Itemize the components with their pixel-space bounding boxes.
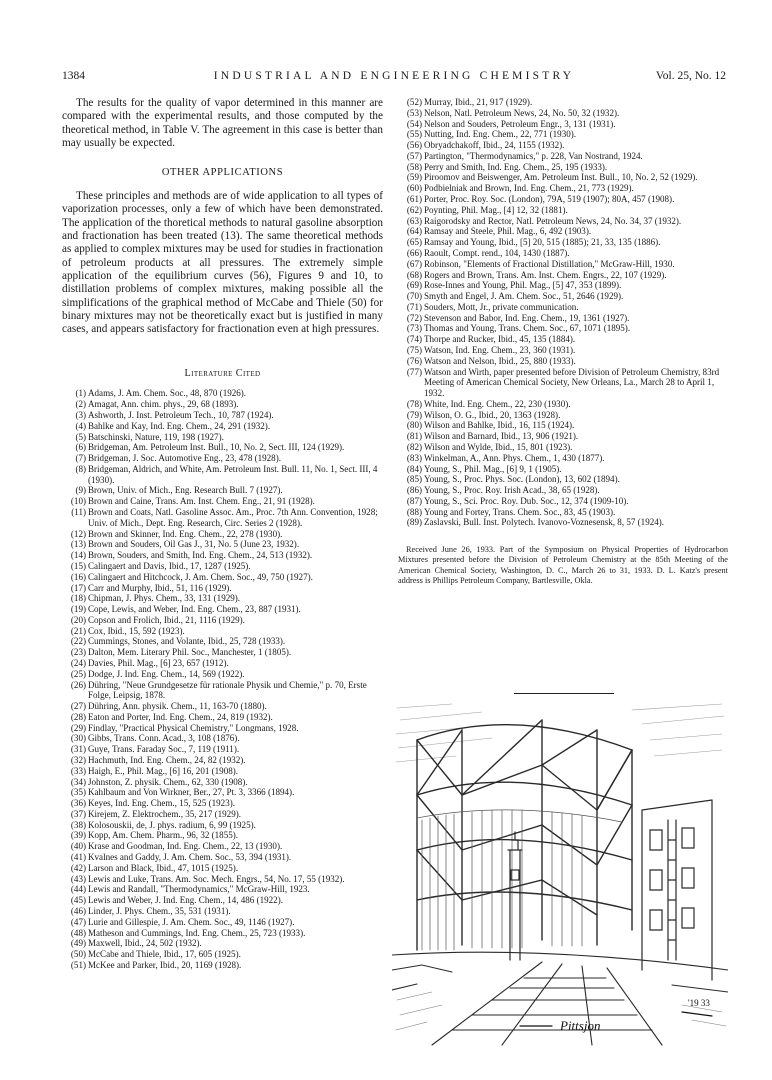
reference-number: (34) [70, 776, 86, 787]
reference-item [62, 507, 383, 529]
reference-item [62, 777, 383, 788]
reference-item [62, 874, 383, 885]
reference-item [398, 291, 728, 302]
reference-number: (10) [70, 496, 86, 507]
reference-item [398, 140, 728, 151]
reference-number: (30) [70, 733, 86, 744]
reference-number: (55) [406, 129, 422, 140]
reference-item [398, 334, 728, 345]
reference-item [398, 474, 728, 485]
reference-text: Murray, Ibid., 21, 917 (1929). [424, 97, 533, 107]
reference-text: Nelson, Natl. Petroleum News, 24, No. 50, 32 (1932). [424, 107, 620, 118]
reference-number: (64) [406, 226, 422, 237]
reference-item [398, 367, 728, 399]
reference-item [62, 723, 383, 734]
reference-number: (1) [75, 388, 86, 399]
reference-item [62, 561, 383, 572]
reference-number: (85) [406, 474, 422, 485]
reference-item [398, 464, 728, 475]
reference-number: (76) [406, 355, 422, 366]
reference-number: (27) [70, 701, 86, 712]
reference-item [62, 701, 383, 712]
reference-item [62, 485, 383, 496]
reference-item [398, 453, 728, 464]
reference-number: (23) [70, 647, 86, 658]
reference-text: Young, S., Sci. Proc. Roy. Dub. Soc., 12, 374 (1909-10). [424, 495, 629, 506]
reference-number: (17) [70, 582, 86, 593]
reference-item [62, 733, 383, 744]
right-column [398, 97, 728, 594]
reference-item [62, 852, 383, 863]
reference-item [62, 841, 383, 852]
reference-item [398, 420, 728, 431]
reference-text: Thorpe and Rucker, Ibid., 45, 135 (1884). [424, 334, 576, 345]
reference-list-right [398, 97, 728, 528]
reference-text: Maxwell, Ibid., 24, 502 (1932). [88, 938, 202, 949]
reference-number: (44) [70, 884, 86, 895]
reference-text: Bahlke and Kay, Ind. Eng. Chem., 24, 291 (1932). [88, 420, 271, 431]
reference-text: Bridgeman, J. Soc. Automotive Eng., 23, 478 (1928). [88, 453, 281, 464]
reference-text: Guye, Trans. Faraday Soc., 7, 119 (1911). [88, 744, 240, 755]
reference-text: Cummings, Stones, and Volante, Ibid., 25, 728 (1933). [88, 636, 286, 647]
reference-text: Lewis and Weber, J. Ind. Eng. Chem., 14, 486 (1922). [88, 895, 283, 906]
reference-number: (89) [406, 517, 422, 528]
reference-number: (54) [406, 118, 422, 129]
reference-number: (53) [406, 107, 422, 118]
reference-number: (4) [75, 420, 86, 431]
reference-item [62, 766, 383, 777]
reference-text: Krase and Goodman, Ind. Eng. Chem., 22, 13 (1930). [88, 841, 283, 852]
reference-item [62, 496, 383, 507]
reference-number: (58) [406, 161, 422, 172]
reference-text: Wilson, O. G., Ibid., 20, 1363 (1928). [424, 409, 561, 420]
reference-item [62, 550, 383, 561]
reference-item [62, 583, 383, 594]
reference-item [398, 313, 728, 324]
reference-item [398, 356, 728, 367]
reference-number: (32) [70, 755, 86, 766]
reference-text: Young, S., Proc. Roy. Irish Acad., 38, 65 (1928). [424, 485, 600, 496]
reference-text: Rose-Innes and Young, Phil. Mag., [5] 47, 353 (1899). [424, 280, 622, 291]
reference-number: (67) [406, 258, 422, 269]
reference-number: (51) [70, 959, 86, 970]
reference-text: Copson and Frolich, Ibid., 21, 1116 (1929). [88, 614, 245, 625]
reference-item [62, 863, 383, 874]
reference-text: Kvalnes and Gaddy, J. Am. Chem. Soc., 53, 394 (1931). [88, 852, 292, 863]
reference-text: Lurie and Gillespie, J. Am. Chem. Soc., 49, 1146 (1927). [88, 916, 295, 927]
reference-number: (35) [70, 787, 86, 798]
reference-item [398, 183, 728, 194]
reference-text: Watson and Nelson, Ibid., 25, 880 (1933). [424, 355, 576, 366]
reference-item [62, 820, 383, 831]
reference-text: Raigorodsky and Rector, Natl. Petroleum News, 24, No. 34, 37 (1932). [424, 215, 682, 226]
reference-text: Piroomov and Beiswenger, Am. Petroleum Inst. Bull., 10, No. 2, 52 (1929). [424, 172, 698, 183]
reference-item [62, 895, 383, 906]
literature-cited-heading: Literature Cited [184, 368, 261, 380]
reference-number: (86) [406, 485, 422, 496]
reference-number: (61) [406, 194, 422, 205]
reference-item [62, 453, 383, 464]
reference-number: (57) [406, 150, 422, 161]
reference-text: Perry and Smith, Ind. Eng. Chem., 25, 195 (1933). [424, 161, 608, 172]
reference-item [398, 496, 728, 507]
reference-text: Bridgeman, Am. Petroleum Inst. Bull., 10, No. 2, Sect. III, 124 (1929). [88, 442, 345, 453]
reference-text: Souders, Mott, Jr., private communication. [424, 301, 579, 312]
gas-holder [417, 720, 632, 950]
reference-number: (21) [70, 625, 86, 636]
reference-number: (43) [70, 873, 86, 884]
reference-text: Dühring, "Neue Grundgesetze für rationale Physik und Chemie," p. 70, Erste Folge, Leipsig, 1878. [88, 679, 367, 701]
reference-number: (87) [406, 495, 422, 506]
reference-item [62, 830, 383, 841]
reference-number: (2) [75, 399, 86, 410]
left-column [62, 97, 383, 971]
reference-text: Young, S., Proc. Phys. Soc. (London), 13, 602 (1894). [424, 474, 620, 485]
reference-text: McCabe and Thiele, Ibid., 17, 605 (1925). [88, 949, 241, 960]
reference-number: (45) [70, 895, 86, 906]
reference-text: Smyth and Engel, J. Am. Chem. Soc., 51, 2646 (1929). [424, 291, 624, 302]
reference-text: Kahlbaum and Von Wirkner, Ber., 27, Pt. 3, 3366 (1894). [88, 787, 295, 798]
reference-item [62, 809, 383, 820]
reference-item [398, 237, 728, 248]
reference-item [62, 539, 383, 550]
reference-text: Robinson, "Elements of Fractional Distillation," McGraw-Hill, 1930. [424, 258, 675, 269]
reference-item [62, 399, 383, 410]
reference-item [62, 669, 383, 680]
reference-text: Batschinski, Nature, 119, 198 (1927). [88, 431, 224, 442]
reference-number: (8) [75, 463, 86, 474]
reference-number: (7) [75, 453, 86, 464]
reference-number: (47) [70, 916, 86, 927]
reference-text: Young, S., Phil. Mag., [6] 9, 1 (1905). [424, 463, 562, 474]
reference-number: (39) [70, 830, 86, 841]
intro-paragraph: The results for the quality of vapor determined in this manner are compared with the experimental results, and those computed by the theoretical method, in Table V. The agreement in this case is better than may usually be expected. [62, 97, 383, 149]
reference-item [398, 280, 728, 291]
reference-text: Hachmuth, Ind. Eng. Chem., 24, 82 (1932). [88, 755, 246, 766]
reference-text: Carr and Murphy, Ibid., 51, 116 (1929). [88, 582, 232, 593]
reference-number: (42) [70, 862, 86, 873]
reference-item [398, 270, 728, 281]
reference-item [62, 787, 383, 798]
reference-item [62, 960, 383, 971]
reference-text: Nelson and Souders, Petroleum Engr., 3, 131 (1931). [424, 118, 616, 129]
reference-number: (72) [406, 312, 422, 323]
reference-item [62, 529, 383, 540]
reference-number: (33) [70, 765, 86, 776]
reference-text: Eaton and Porter, Ind. Eng. Chem., 24, 819 (1932). [88, 711, 273, 722]
reference-number: (22) [70, 636, 86, 647]
reference-item [398, 172, 728, 183]
reference-text: Dodge, J. Ind. Eng. Chem., 14, 569 (1922). [88, 668, 245, 679]
reference-number: (88) [406, 506, 422, 517]
reference-number: (46) [70, 905, 86, 916]
reference-text: Brown and Skinner, Ind. Eng. Chem., 22, 278 (1930). [88, 528, 283, 539]
sketch-date: '19 33 [688, 998, 710, 1008]
reference-number: (40) [70, 841, 86, 852]
reference-item [62, 647, 383, 658]
reference-text: Findlay, "Practical Physical Chemistry," Longmans, 1928. [88, 722, 299, 733]
reference-item [62, 712, 383, 723]
reference-item [62, 744, 383, 755]
reference-item [398, 259, 728, 270]
reference-number: (81) [406, 431, 422, 442]
reference-text: Lewis and Luke, Trans. Am. Soc. Mech. Engrs., 54, No. 17, 55 (1932). [88, 873, 345, 884]
reference-number: (37) [70, 808, 86, 819]
reference-item [62, 636, 383, 647]
reference-item [62, 388, 383, 399]
reference-number: (24) [70, 657, 86, 668]
reference-text: Brown, Univ. of Mich., Eng. Research Bull. 7 (1927). [88, 485, 283, 496]
reference-text: Watson, Ind. Eng. Chem., 23, 360 (1931). [424, 344, 576, 355]
reference-number: (62) [406, 204, 422, 215]
reference-text: McKee and Parker, Ibid., 20, 1169 (1928). [88, 959, 242, 970]
reference-text: Gibbs, Trans. Conn. Acad., 3, 108 (1876). [88, 733, 240, 744]
reference-text: Rogers and Brown, Trans. Am. Inst. Chem. Engrs., 22, 107 (1929). [424, 269, 667, 280]
reference-text: Stevenson and Babor, Ind. Eng. Chem., 19, 1361 (1927). [424, 312, 630, 323]
reference-item [62, 626, 383, 637]
reference-number: (52) [406, 97, 422, 107]
reference-text: Adams, J. Am. Chem. Soc., 48, 870 (1926). [88, 388, 247, 399]
reference-text: Poynting, Phil. Mag., [4] 12, 32 (1881). [424, 204, 568, 215]
reference-number: (20) [70, 614, 86, 625]
applications-paragraph: These principles and methods are of wide application to all types of vaporization processes, only a few of which have been demonstrated. The application of the thoretical methods to natural gasoline absorption and fractionation has been treated (13). The same theoretical methods as applied to complex mixtures may be used for studies in fractionation of petroleum products at all pressures. The extremely simple application of the equilibrium curves (56), Figures 9 and 10, to distillation problems of complex mixtures, making possible all the simplifications of the graphical method of McCabe and Thiele (50) for binary mixtures may not be theoretically exact but is justified in many cases, and appears satisfactory for fractionation even at high pressures. [62, 190, 383, 336]
reference-number: (73) [406, 323, 422, 334]
reference-number: (3) [75, 410, 86, 421]
reference-text: Ramsay and Steele, Phil. Mag., 6, 492 (1903). [424, 226, 592, 237]
reference-item [62, 798, 383, 809]
reference-text: Cope, Lewis, and Weber, Ind. Eng. Chem., 23, 887 (1931). [88, 604, 301, 615]
reference-number: (56) [406, 140, 422, 151]
reference-number: (82) [406, 442, 422, 452]
reference-number: (65) [406, 237, 422, 248]
reference-text: Kolosouskii, de, J. phys. radium, 6, 99 (1925). [88, 819, 256, 830]
reference-item [398, 302, 728, 313]
reference-text: Wilson and Bahlke, Ibid., 16, 115 (1924). [424, 420, 575, 431]
reference-item [62, 917, 383, 928]
reference-number: (69) [406, 280, 422, 291]
reference-text: Wilson and Barnard, Ibid., 13, 906 (1921). [424, 431, 579, 442]
reference-text: Matheson and Cummings, Ind. Eng. Chem., 25, 723 (1933). [88, 927, 306, 938]
reference-number: (13) [70, 539, 86, 550]
reference-item [398, 485, 728, 496]
signature-text: Pittsjon [560, 1018, 601, 1033]
reference-text: Zaslavski, Bull. Inst. Polytech. Ivanovo-Voznesensk, 8, 57 (1924). [424, 517, 665, 528]
reference-number: (63) [406, 215, 422, 226]
reference-number: (29) [70, 722, 86, 733]
reference-text: Young and Fortey, Trans. Chem. Soc., 83, 45 (1903). [424, 506, 616, 517]
reference-text: Podbielniak and Brown, Ind. Eng. Chem., 21, 773 (1929). [424, 183, 634, 194]
reference-number: (31) [70, 744, 86, 755]
reference-text: Kopp, Am. Chem. Pharm., 96, 32 (1855). [88, 830, 239, 841]
reference-number: (77) [406, 366, 422, 377]
reference-item [62, 464, 383, 486]
reference-text: Watson and Wirth, paper presented before Division of Petroleum Chemistry, 83rd Meeting of American Chemical Society, New Orleans, La., March 28 to April 1, 1932. [424, 366, 720, 399]
reference-item [62, 421, 383, 432]
reference-item [398, 323, 728, 334]
reference-number: (79) [406, 409, 422, 420]
reference-number: (11) [71, 507, 86, 518]
reference-number: (9) [75, 485, 86, 496]
right-building [642, 800, 712, 980]
reference-number: (26) [70, 679, 86, 690]
reference-text: Thomas and Young, Trans. Chem. Soc., 67, 1071 (1895). [424, 323, 631, 334]
reference-item [62, 410, 383, 421]
reference-number: (78) [406, 398, 422, 409]
reference-item [398, 345, 728, 356]
reference-text: Chipman, J. Phys. Chem., 33, 131 (1929). [88, 593, 241, 604]
reference-item [398, 151, 728, 162]
reference-number: (25) [70, 668, 86, 679]
reference-list-left [62, 388, 383, 970]
reference-item [398, 248, 728, 259]
reference-number: (14) [70, 550, 86, 561]
reference-text: White, Ind. Eng. Chem., 22, 230 (1930). [424, 398, 571, 409]
reference-text: Nutting, Ind. Eng. Chem., 22, 771 (1930). [424, 129, 577, 140]
reference-item [398, 162, 728, 173]
reference-text: Porter, Proc. Roy. Soc. (London), 79A, 519 (1907); 80A, 457 (1908). [424, 194, 675, 205]
reference-text: Larson and Black, Ibid., 47, 1015 (1925). [88, 862, 238, 873]
reference-number: (38) [70, 819, 86, 830]
reference-number: (18) [70, 593, 86, 604]
reference-text: Ramsay and Young, Ibid., [5] 20, 515 (1885); 21, 33, 135 (1886). [424, 237, 661, 248]
reference-item [398, 517, 728, 528]
reference-item [398, 431, 728, 442]
reference-number: (48) [70, 927, 86, 938]
reference-text: Winkelman, A., Ann. Phys. Chem., 1, 430 (1877). [424, 452, 605, 463]
reference-item [62, 906, 383, 917]
reference-text: Bridgeman, Aldrich, and White, Am. Petroleum Inst. Bull. 11, No. 1, Sect. III, 4 (1930). [88, 463, 378, 485]
reference-item [62, 755, 383, 766]
artist-signature [520, 1012, 712, 1026]
section-heading: OTHER APPLICATIONS [161, 167, 284, 179]
reference-number: (15) [70, 560, 86, 571]
reference-text: Amagat, Ann. chim. phys., 29, 68 (1893). [88, 399, 239, 410]
reference-number: (70) [406, 291, 422, 302]
running-header [62, 70, 726, 86]
reference-number: (12) [70, 528, 86, 539]
reference-number: (49) [70, 938, 86, 949]
reference-number: (60) [406, 183, 422, 194]
reference-number: (83) [406, 452, 422, 463]
reference-text: Brown, Souders, and Smith, Ind. Eng. Chem., 24, 513 (1932). [88, 550, 313, 561]
reference-text: Ashworth, J. Inst. Petroleum Tech., 10, 787 (1924). [88, 410, 274, 421]
refinery-sketch [392, 700, 728, 1046]
reference-text: Partington, "Thermodynamics," p. 228, Van Nostrand, 1924. [424, 150, 643, 161]
reference-item [62, 572, 383, 583]
reference-item [62, 680, 383, 702]
reference-item [398, 119, 728, 130]
reference-item [398, 205, 728, 216]
received-note: Received June 26, 1933. Part of the Symposium on Physical Properties of Hydrocarbon Mixtures presented before the Division of Petroleum Chemistry at the 85th Meeting of the American Chemical Society, Washington, D. C., March 26 to 31, 1933. D. L. Katz's present address is Phillips Petroleum Company, Bartlesville, Okla. [398, 545, 728, 585]
reference-number: (28) [70, 711, 86, 722]
reference-text: Calingaert and Hitchcock, J. Am. Chem. Soc., 49, 750 (1927). [88, 571, 313, 582]
reference-item [398, 216, 728, 227]
reference-item [62, 604, 383, 615]
reference-text: Dalton, Mem. Literary Phil. Soc., Manchester, 1 (1805). [88, 647, 292, 658]
reference-number: (6) [75, 442, 86, 453]
reference-number: (19) [70, 604, 86, 615]
reference-item [398, 97, 728, 108]
reference-text: Davies, Phil. Mag., [6] 23, 657 (1912). [88, 657, 229, 668]
reference-text: Wilson and Wylde, Ibid., 15, 801 (1923). [424, 442, 573, 452]
page-number: 1384 [62, 70, 85, 82]
reference-text: Keyes, Ind. Eng. Chem., 15, 525 (1923). [88, 798, 235, 809]
reference-text: Brown and Souders, Oil Gas J., 31, No. 5 (June 23, 1932). [88, 539, 300, 550]
reference-text: Johnston, Z. physik. Chem., 62, 330 (1908). [88, 776, 248, 787]
reference-number: (36) [70, 798, 86, 809]
reference-item [62, 658, 383, 669]
reference-text: Linder, J. Phys. Chem., 35, 531 (1931). [88, 905, 231, 916]
reference-item [62, 442, 383, 453]
reference-text: Obryadchakoff, Ibid., 24, 1155 (1932). [424, 140, 565, 151]
reference-number: (5) [75, 431, 86, 442]
reference-item [62, 938, 383, 949]
reference-number: (66) [406, 247, 422, 258]
reference-number: (68) [406, 269, 422, 280]
reference-item [62, 884, 383, 895]
reference-text: Lewis and Randall, "Thermodynamics," McGraw-Hill, 1923. [88, 884, 310, 895]
reference-text: Dühring, Ann. physik. Chem., 11, 163-70 (1880). [88, 701, 267, 712]
reference-item [62, 928, 383, 939]
reference-item [398, 442, 728, 453]
reference-text: Kirejem, Z. Elektrochem., 35, 217 (1929). [88, 808, 242, 819]
reference-text: Brown and Caine, Trans. Am. Inst. Chem. Eng., 21, 91 (1928). [88, 496, 315, 507]
reference-number: (41) [70, 852, 86, 863]
reference-item [62, 593, 383, 604]
reference-text: Haigh, E., Phil. Mag., [6] 16, 201 (1908). [88, 765, 239, 776]
reference-text: Brown and Coats, Natl. Gasoline Assoc. Am., Proc. 7th Ann. Convention, 1928; Univ. of Mich., Dept. Eng. Research, Circ. Series 2 (1928). [88, 507, 378, 528]
reference-item [398, 108, 728, 119]
reference-number: (59) [406, 172, 422, 183]
reference-number: (50) [70, 949, 86, 960]
reference-text: Calingaert and Davis, Ibid., 17, 1287 (1925). [88, 560, 251, 571]
reference-number: (80) [406, 420, 422, 431]
reference-item [398, 399, 728, 410]
reference-item [398, 129, 728, 140]
reference-item [398, 194, 728, 205]
tower [508, 832, 522, 960]
reference-item [62, 615, 383, 626]
volume-issue: Vol. 25, No. 12 [655, 70, 726, 82]
reference-item [62, 432, 383, 443]
reference-number: (74) [406, 334, 422, 345]
reference-number: (16) [70, 571, 86, 582]
reference-number: (84) [406, 463, 422, 474]
reference-number: (71) [406, 301, 422, 312]
reference-number: (75) [406, 344, 422, 355]
reference-text: Cox, Ibid., 15, 592 (1923). [88, 625, 185, 636]
reference-item [62, 949, 383, 960]
reference-text: Raoult, Compt. rend., 104, 1430 (1887). [424, 247, 570, 258]
reference-item [398, 507, 728, 518]
reference-item [398, 410, 728, 421]
reference-item [398, 226, 728, 237]
sketch-top-rule [514, 693, 614, 694]
journal-title: INDUSTRIAL AND ENGINEERING CHEMISTRY [213, 70, 575, 82]
